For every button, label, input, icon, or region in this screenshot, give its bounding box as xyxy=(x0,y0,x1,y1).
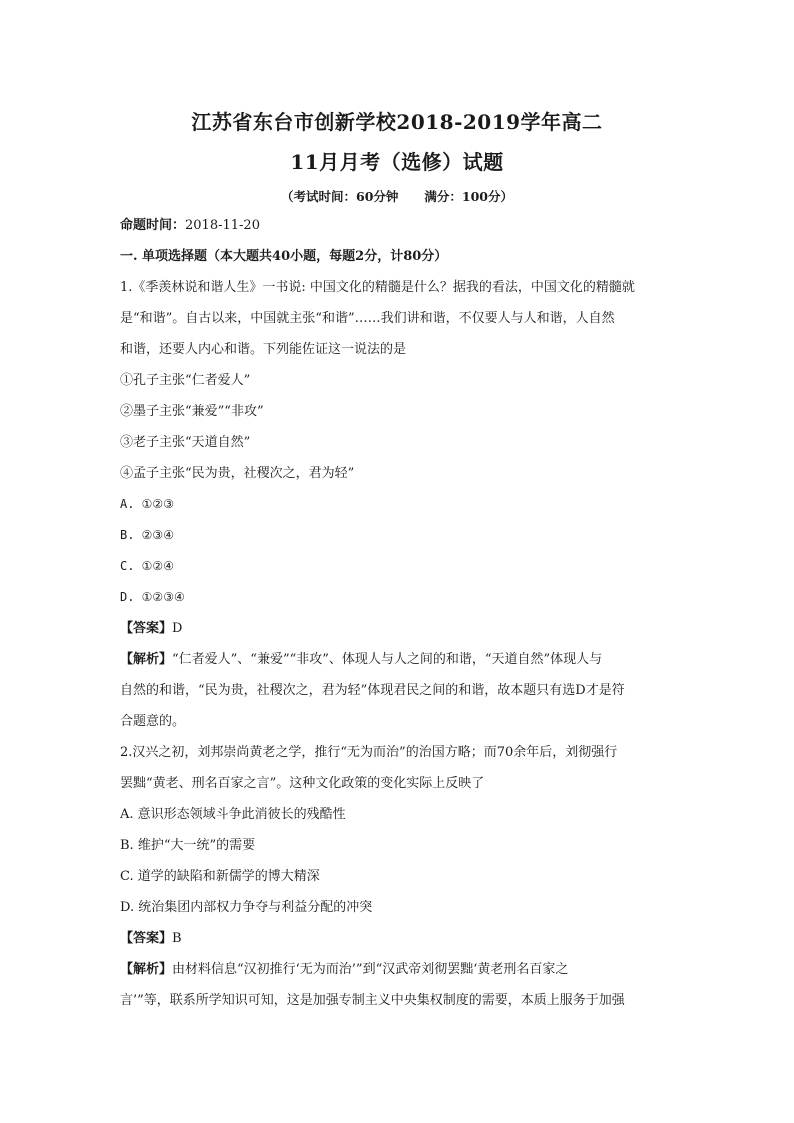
answer-value: D xyxy=(172,621,183,636)
exam-title-line-1: 江苏省东台市创新学校2018-2019学年高二 xyxy=(191,110,603,134)
q2-stem-line: 2.汉兴之初，刘邦崇尚黄老之学，推行“无为而治”的治国方略；而70余年后，刘彻强行 xyxy=(120,745,618,760)
q1-item: ③老子主张“天道自然” xyxy=(120,435,251,450)
q2-option-b: B. 维护“大一统”的需要 xyxy=(120,838,256,853)
q1-option-c: C. ①②④ xyxy=(120,559,174,573)
q1-option-a: A. ①②③ xyxy=(120,497,174,511)
q1-option-d: D. ①②③④ xyxy=(120,590,185,604)
exam-info xyxy=(0,187,794,205)
q1-stem-line: 1.《季羡林说和谐人生》一书说: 中国文化的精髓是什么？据我的看法，中国文化的精髓就 xyxy=(120,280,635,295)
date-label: 命题时间： xyxy=(120,218,186,233)
date-line xyxy=(120,210,680,241)
q1-option-b: B. ②③④ xyxy=(120,528,174,542)
q2-analysis-line xyxy=(120,954,680,985)
q1-stem-line: 是“和谐”。自古以来，中国就主张“和谐”……我们讲和谐，不仅要人与人和谐，人自然 xyxy=(120,311,615,326)
exam-title-line-2: 11月月考（选修）试题 xyxy=(290,150,504,174)
answer-value: B xyxy=(172,931,182,946)
q1-analysis-line xyxy=(120,644,680,675)
section-heading: 一. 单项选择题（本大题共40小题，每题2分，计80分） xyxy=(120,249,448,264)
analysis-text: 由材料信息“汉初推行‘无为而治’”到“汉武帝刘彻罢黜‘黄老刑名百家之 xyxy=(172,962,569,977)
q1-stem-line: 和谐，还要人内心和谐。下列能佐证这一说法的是 xyxy=(120,342,407,357)
analysis-text: “仁者爱人”、“兼爱”“非攻”、体现人与人之间的和谐，“天道自然”体现人与 xyxy=(172,652,603,667)
q1-analysis-line: 合题意的。 xyxy=(120,714,186,729)
q1-item: ②墨子主张“兼爱”“非攻” xyxy=(120,404,264,419)
answer-label: 【答案】 xyxy=(120,931,173,946)
q1-item: ④孟子主张“民为贵，社稷次之，君为轻” xyxy=(120,466,355,481)
analysis-label: 【解析】 xyxy=(120,962,173,977)
q2-option-d: D. 统治集团内部权力争夺与利益分配的冲突 xyxy=(120,900,373,915)
analysis-label: 【解析】 xyxy=(120,652,173,667)
q2-option-a: A. 意识形态领域斗争此消彼长的残酷性 xyxy=(120,807,346,822)
exam-body xyxy=(120,210,680,1016)
date-value: 2018-11-20 xyxy=(185,218,260,233)
exam-score: 满分：100分） xyxy=(424,189,513,204)
q1-answer xyxy=(120,613,680,644)
q2-stem-line: 罢黜“黄老、刑名百家之言”。这种文化政策的变化实际上反映了 xyxy=(120,776,485,791)
q1-analysis-line: 自然的和谐，“民为贵，社稷次之，君为轻”体现君民之间的和谐，故本题只有选D才是符 xyxy=(120,683,625,698)
exam-time: （考试时间：60分钟 xyxy=(281,189,399,204)
answer-label: 【答案】 xyxy=(120,621,173,636)
q1-item: ①孔子主张“仁者爱人” xyxy=(120,373,251,388)
q2-analysis-line: 言’”等，联系所学知识可知，这是加强专制主义中央集权制度的需要，本质上服务于加强 xyxy=(120,993,625,1008)
q2-option-c: C. 道学的缺陷和新儒学的博大精深 xyxy=(120,869,320,884)
q2-answer xyxy=(120,923,680,954)
